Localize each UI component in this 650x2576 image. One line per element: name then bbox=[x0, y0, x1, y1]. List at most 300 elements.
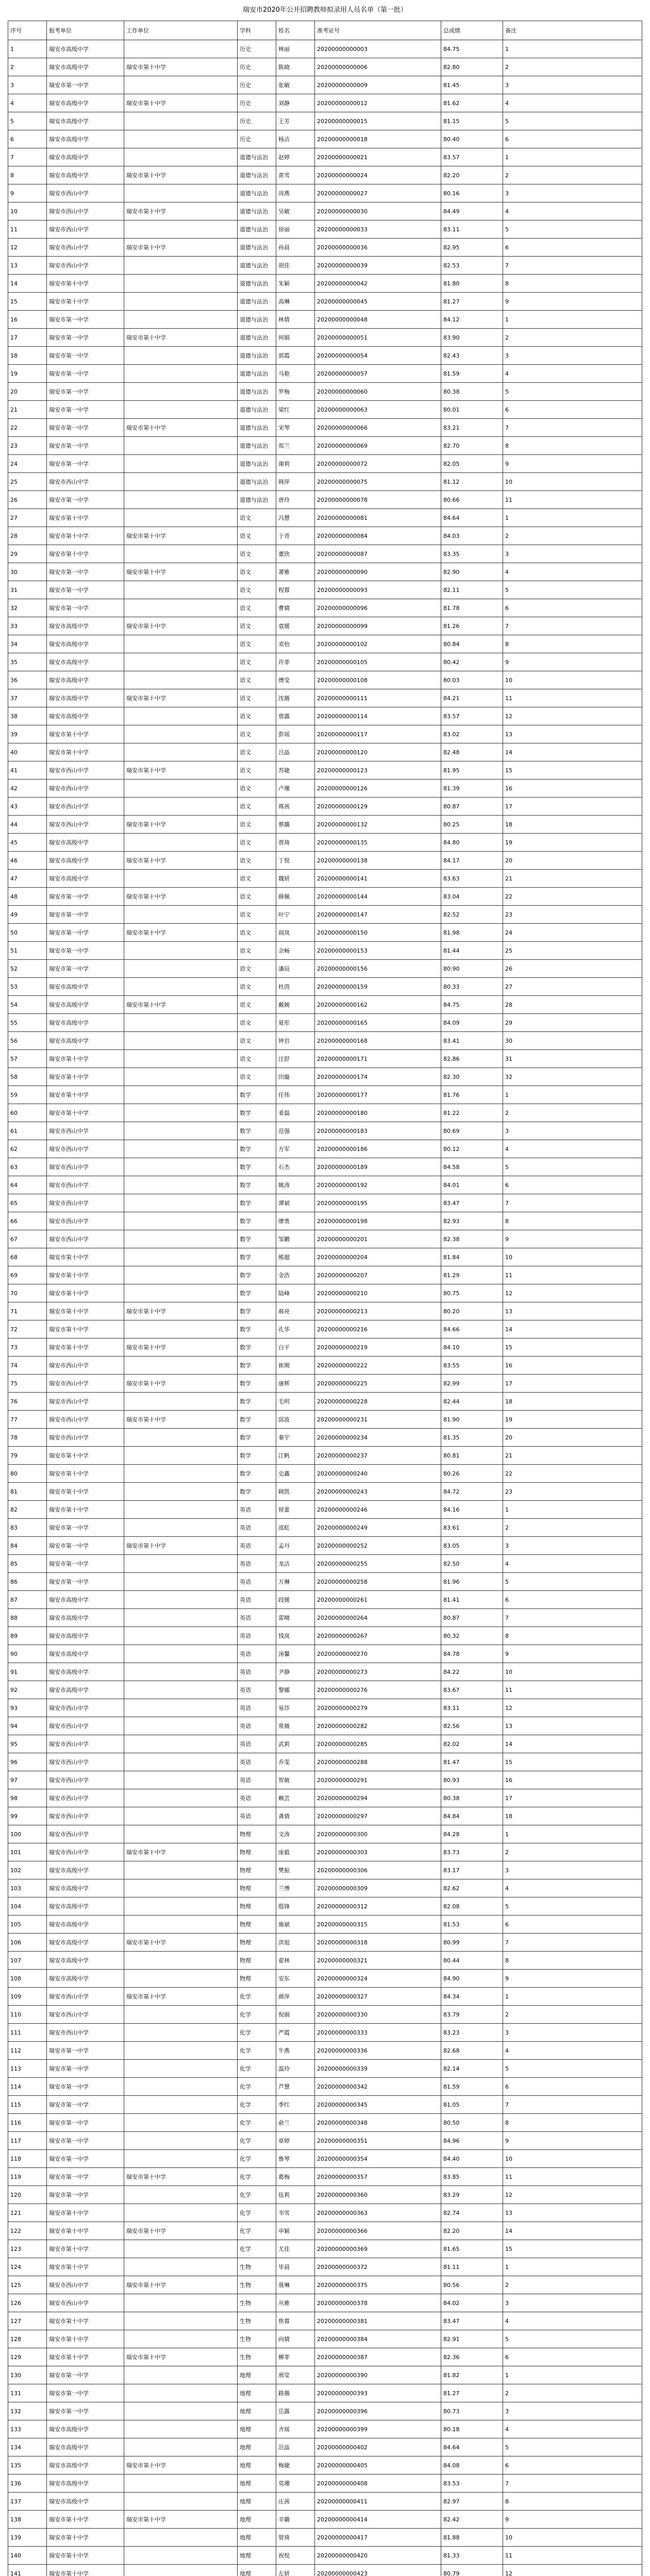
table-row bbox=[8, 1970, 642, 1988]
cell-applied-unit: 瑞安市第十中学 bbox=[47, 1447, 124, 1465]
cell-name: 夏彤 bbox=[276, 1014, 315, 1032]
cell-total-score: 84.78 bbox=[441, 1645, 503, 1663]
cell-name: 孙晨 bbox=[276, 239, 315, 257]
table-row bbox=[8, 1735, 642, 1753]
cell-name: 黎娜 bbox=[276, 1681, 315, 1699]
cell-exam-number: 20200000000369 bbox=[315, 2240, 441, 2258]
cell-applied-unit: 瑞安市第一中学 bbox=[47, 2132, 124, 2150]
cell-subject: 道德与法治 bbox=[238, 184, 276, 202]
cell-remark: 4 bbox=[503, 1555, 642, 1573]
header-name: 姓名 bbox=[276, 21, 315, 40]
cell-remark: 1 bbox=[503, 2366, 642, 2384]
cell-index: 43 bbox=[8, 798, 47, 816]
cell-applied-unit: 瑞安市西山中学 bbox=[47, 798, 124, 816]
cell-subject: 道德与法治 bbox=[238, 365, 276, 383]
cell-total-score: 84.96 bbox=[441, 2132, 503, 2150]
cell-index: 42 bbox=[8, 779, 47, 798]
cell-index: 55 bbox=[8, 1014, 47, 1032]
cell-index: 104 bbox=[8, 1897, 47, 1916]
cell-applied-unit: 瑞安市西山中学 bbox=[47, 1807, 124, 1825]
cell-name: 余畅 bbox=[276, 942, 315, 960]
cell-subject: 数学 bbox=[238, 1447, 276, 1465]
cell-total-score: 84.22 bbox=[441, 1663, 503, 1681]
cell-applied-unit: 瑞安市高级中学 bbox=[47, 1645, 124, 1663]
table-row bbox=[8, 293, 642, 311]
cell-exam-number: 20200000000108 bbox=[315, 671, 441, 689]
table-row bbox=[8, 1609, 642, 1627]
cell-applied-unit: 瑞安市第十中学 bbox=[47, 1266, 124, 1284]
cell-total-score: 82.20 bbox=[441, 2222, 503, 2240]
cell-index: 77 bbox=[8, 1411, 47, 1429]
cell-subject: 语文 bbox=[238, 798, 276, 816]
header-applied-unit: 报考单位 bbox=[47, 21, 124, 40]
cell-work-unit: 瑞安市第十中学 bbox=[124, 1411, 238, 1429]
cell-name: 董欣 bbox=[276, 545, 315, 563]
table-row bbox=[8, 1465, 642, 1483]
cell-subject: 地理 bbox=[238, 2438, 276, 2456]
cell-work-unit bbox=[124, 1320, 238, 1338]
cell-subject: 化学 bbox=[238, 2114, 276, 2132]
cell-name: 常薇 bbox=[276, 1717, 315, 1735]
cell-applied-unit: 瑞安市西山中学 bbox=[47, 1176, 124, 1194]
cell-index: 118 bbox=[8, 2150, 47, 2168]
cell-total-score: 84.17 bbox=[441, 852, 503, 870]
cell-remark: 3 bbox=[503, 76, 642, 94]
cell-remark: 7 bbox=[503, 1194, 642, 1212]
cell-exam-number: 20200000000396 bbox=[315, 2402, 441, 2420]
cell-index: 27 bbox=[8, 509, 47, 527]
cell-remark: 4 bbox=[503, 202, 642, 221]
cell-remark: 7 bbox=[503, 1609, 642, 1627]
cell-name: 谭斌 bbox=[276, 1194, 315, 1212]
cell-work-unit: 瑞安市第十中学 bbox=[124, 1375, 238, 1393]
cell-work-unit bbox=[124, 2438, 238, 2456]
cell-exam-number: 20200000000075 bbox=[315, 473, 441, 491]
cell-applied-unit: 瑞安市第十中学 bbox=[47, 545, 124, 563]
cell-remark: 8 bbox=[503, 1212, 642, 1230]
cell-index: 87 bbox=[8, 1591, 47, 1609]
cell-index: 52 bbox=[8, 960, 47, 978]
table-row bbox=[8, 1789, 642, 1807]
cell-exam-number: 20200000000366 bbox=[315, 2222, 441, 2240]
cell-index: 31 bbox=[8, 581, 47, 599]
cell-total-score: 80.81 bbox=[441, 1447, 503, 1465]
cell-index: 9 bbox=[8, 184, 47, 202]
cell-remark: 9 bbox=[503, 2511, 642, 2529]
cell-subject: 英语 bbox=[238, 1789, 276, 1807]
cell-total-score: 82.86 bbox=[441, 1050, 503, 1068]
cell-remark: 8 bbox=[503, 635, 642, 653]
cell-total-score: 83.29 bbox=[441, 2186, 503, 2204]
cell-total-score: 81.44 bbox=[441, 942, 503, 960]
cell-subject: 物理 bbox=[238, 1934, 276, 1952]
cell-subject: 道德与法治 bbox=[238, 347, 276, 365]
cell-work-unit: 瑞安市第十中学 bbox=[124, 2348, 238, 2366]
cell-subject: 语文 bbox=[238, 707, 276, 725]
cell-remark: 2 bbox=[503, 2384, 642, 2402]
cell-subject: 数学 bbox=[238, 1429, 276, 1447]
cell-work-unit bbox=[124, 455, 238, 473]
cell-work-unit bbox=[124, 1212, 238, 1230]
cell-remark: 8 bbox=[503, 2114, 642, 2132]
cell-work-unit: 瑞安市第十中学 bbox=[124, 2456, 238, 2475]
cell-name: 石杰 bbox=[276, 1158, 315, 1176]
cell-index: 84 bbox=[8, 1537, 47, 1555]
cell-remark: 1 bbox=[503, 1988, 642, 2006]
cell-exam-number: 20200000000387 bbox=[315, 2348, 441, 2366]
table-row bbox=[8, 2475, 642, 2493]
cell-index: 71 bbox=[8, 1302, 47, 1320]
cell-work-unit bbox=[124, 1879, 238, 1897]
cell-exam-number: 20200000000405 bbox=[315, 2456, 441, 2475]
cell-index: 94 bbox=[8, 1717, 47, 1735]
table-row bbox=[8, 1429, 642, 1447]
table-row bbox=[8, 130, 642, 148]
cell-work-unit bbox=[124, 2186, 238, 2204]
cell-applied-unit: 瑞安市第一中学 bbox=[47, 2366, 124, 2384]
cell-work-unit bbox=[124, 130, 238, 148]
cell-subject: 数学 bbox=[238, 1284, 276, 1302]
cell-exam-number: 20200000000165 bbox=[315, 1014, 441, 1032]
table-row bbox=[8, 2402, 642, 2420]
cell-total-score: 84.75 bbox=[441, 40, 503, 58]
cell-exam-number: 20200000000171 bbox=[315, 1050, 441, 1068]
cell-work-unit bbox=[124, 2402, 238, 2420]
cell-applied-unit: 瑞安市西山中学 bbox=[47, 779, 124, 798]
cell-exam-number: 20200000000195 bbox=[315, 1194, 441, 1212]
cell-subject: 数学 bbox=[238, 1411, 276, 1429]
cell-subject: 语文 bbox=[238, 509, 276, 527]
cell-index: 16 bbox=[8, 311, 47, 329]
cell-name: 焦蓉 bbox=[276, 2312, 315, 2330]
cell-subject: 道德与法治 bbox=[238, 311, 276, 329]
cell-index: 35 bbox=[8, 653, 47, 671]
cell-total-score: 81.12 bbox=[441, 473, 503, 491]
cell-applied-unit: 瑞安市高级中学 bbox=[47, 707, 124, 725]
table-row bbox=[8, 689, 642, 707]
cell-name: 文涛 bbox=[276, 1825, 315, 1843]
cell-total-score: 84.49 bbox=[441, 202, 503, 221]
cell-index: 72 bbox=[8, 1320, 47, 1338]
cell-applied-unit: 瑞安市高级中学 bbox=[47, 671, 124, 689]
cell-subject: 英语 bbox=[238, 1501, 276, 1519]
cell-work-unit bbox=[124, 1357, 238, 1375]
cell-index: 23 bbox=[8, 437, 47, 455]
cell-index: 5 bbox=[8, 112, 47, 130]
table-row bbox=[8, 2186, 642, 2204]
cell-name: 齐瑶 bbox=[276, 2420, 315, 2438]
cell-name: 任伟 bbox=[276, 1086, 315, 1104]
cell-index: 61 bbox=[8, 1122, 47, 1140]
cell-work-unit: 瑞安市第十中学 bbox=[124, 94, 238, 112]
cell-subject: 英语 bbox=[238, 1645, 276, 1663]
cell-total-score: 83.47 bbox=[441, 2312, 503, 2330]
cell-applied-unit: 瑞安市西山中学 bbox=[47, 2006, 124, 2024]
cell-total-score: 81.11 bbox=[441, 2258, 503, 2276]
cell-applied-unit: 瑞安市第一中学 bbox=[47, 2402, 124, 2420]
cell-subject: 化学 bbox=[238, 2132, 276, 2150]
cell-index: 133 bbox=[8, 2420, 47, 2438]
cell-work-unit bbox=[124, 1086, 238, 1104]
table-row bbox=[8, 419, 642, 437]
cell-name: 季红 bbox=[276, 2096, 315, 2114]
cell-work-unit: 瑞安市第十中学 bbox=[124, 563, 238, 581]
cell-remark: 5 bbox=[503, 581, 642, 599]
cell-applied-unit: 瑞安市西山中学 bbox=[47, 1230, 124, 1248]
cell-name: 汤馨 bbox=[276, 1645, 315, 1663]
cell-applied-unit: 瑞安市第一中学 bbox=[47, 599, 124, 617]
cell-subject: 英语 bbox=[238, 1573, 276, 1591]
cell-index: 108 bbox=[8, 1970, 47, 1988]
cell-applied-unit: 瑞安市第十中学 bbox=[47, 275, 124, 293]
cell-index: 1 bbox=[8, 40, 47, 58]
cell-applied-unit: 瑞安市高级中学 bbox=[47, 1032, 124, 1050]
cell-work-unit bbox=[124, 599, 238, 617]
cell-exam-number: 20200000000057 bbox=[315, 365, 441, 383]
cell-exam-number: 20200000000318 bbox=[315, 1934, 441, 1952]
cell-index: 138 bbox=[8, 2511, 47, 2529]
cell-name: 沿晶 bbox=[276, 2438, 315, 2456]
table-row bbox=[8, 184, 642, 202]
cell-exam-number: 20200000000360 bbox=[315, 2186, 441, 2204]
cell-total-score: 80.99 bbox=[441, 1934, 503, 1952]
cell-name: 熊超 bbox=[276, 1248, 315, 1266]
cell-index: 103 bbox=[8, 1879, 47, 1897]
cell-total-score: 82.93 bbox=[441, 1212, 503, 1230]
table-row bbox=[8, 257, 642, 275]
cell-name: 白平 bbox=[276, 1338, 315, 1357]
cell-applied-unit: 瑞安市第十中学 bbox=[47, 1284, 124, 1302]
cell-applied-unit: 瑞安市高级中学 bbox=[47, 1861, 124, 1879]
cell-remark: 12 bbox=[503, 707, 642, 725]
cell-subject: 化学 bbox=[238, 2240, 276, 2258]
table-row bbox=[8, 2168, 642, 2186]
cell-name: 田璇 bbox=[276, 1068, 315, 1086]
cell-remark: 3 bbox=[503, 545, 642, 563]
cell-remark: 6 bbox=[503, 1916, 642, 1934]
cell-total-score: 81.53 bbox=[441, 1916, 503, 1934]
cell-remark: 16 bbox=[503, 1771, 642, 1789]
cell-work-unit bbox=[124, 725, 238, 743]
cell-remark: 13 bbox=[503, 2204, 642, 2222]
cell-subject: 语文 bbox=[238, 725, 276, 743]
cell-total-score: 82.68 bbox=[441, 2042, 503, 2060]
cell-work-unit: 瑞安市第十中学 bbox=[124, 1338, 238, 1357]
cell-exam-number: 20200000000243 bbox=[315, 1483, 441, 1501]
cell-subject: 历史 bbox=[238, 130, 276, 148]
cell-exam-number: 20200000000090 bbox=[315, 563, 441, 581]
cell-applied-unit: 瑞安市第十中学 bbox=[47, 1338, 124, 1357]
cell-subject: 语文 bbox=[238, 924, 276, 942]
cell-index: 86 bbox=[8, 1573, 47, 1591]
cell-total-score: 80.40 bbox=[441, 130, 503, 148]
table-row bbox=[8, 906, 642, 924]
cell-work-unit bbox=[124, 1068, 238, 1086]
cell-work-unit bbox=[124, 2096, 238, 2114]
cell-work-unit bbox=[124, 347, 238, 365]
cell-applied-unit: 瑞安市第十中学 bbox=[47, 2330, 124, 2348]
cell-subject: 数学 bbox=[238, 1212, 276, 1230]
cell-applied-unit: 瑞安市高级中学 bbox=[47, 870, 124, 888]
cell-work-unit bbox=[124, 1158, 238, 1176]
cell-index: 40 bbox=[8, 743, 47, 761]
table-row bbox=[8, 870, 642, 888]
cell-index: 124 bbox=[8, 2258, 47, 2276]
cell-applied-unit: 瑞安市西山中学 bbox=[47, 1357, 124, 1375]
cell-name: 赵婷 bbox=[276, 148, 315, 166]
cell-remark: 9 bbox=[503, 1645, 642, 1663]
cell-total-score: 81.59 bbox=[441, 365, 503, 383]
cell-index: 76 bbox=[8, 1393, 47, 1411]
cell-index: 132 bbox=[8, 2402, 47, 2420]
cell-remark: 10 bbox=[503, 2529, 642, 2547]
cell-work-unit bbox=[124, 221, 238, 239]
cell-name: 乔雯 bbox=[276, 1753, 315, 1771]
table-row bbox=[8, 2294, 642, 2312]
cell-name: 于青 bbox=[276, 527, 315, 545]
cell-applied-unit: 瑞安市第一中学 bbox=[47, 2186, 124, 2204]
cell-name: 邵虹 bbox=[276, 1519, 315, 1537]
cell-work-unit bbox=[124, 1970, 238, 1988]
cell-name: 史鑫 bbox=[276, 1465, 315, 1483]
cell-applied-unit: 瑞安市第一中学 bbox=[47, 347, 124, 365]
cell-remark: 3 bbox=[503, 1537, 642, 1555]
cell-applied-unit: 瑞安市高级中学 bbox=[47, 617, 124, 635]
cell-total-score: 81.39 bbox=[441, 779, 503, 798]
cell-remark: 5 bbox=[503, 2330, 642, 2348]
cell-remark: 4 bbox=[503, 1140, 642, 1158]
table-row bbox=[8, 202, 642, 221]
cell-name: 段媛 bbox=[276, 1591, 315, 1609]
cell-subject: 物理 bbox=[238, 1861, 276, 1879]
cell-subject: 数学 bbox=[238, 1230, 276, 1248]
cell-total-score: 82.14 bbox=[441, 2060, 503, 2078]
cell-name: 薛佩 bbox=[276, 888, 315, 906]
cell-work-unit bbox=[124, 834, 238, 852]
cell-total-score: 82.43 bbox=[441, 347, 503, 365]
cell-subject: 化学 bbox=[238, 2078, 276, 2096]
cell-subject: 英语 bbox=[238, 1663, 276, 1681]
cell-applied-unit: 瑞安市西山中学 bbox=[47, 816, 124, 834]
cell-applied-unit: 瑞安市高级中学 bbox=[47, 1970, 124, 1988]
cell-remark: 2 bbox=[503, 58, 642, 76]
cell-remark: 9 bbox=[503, 1970, 642, 1988]
cell-index: 116 bbox=[8, 2114, 47, 2132]
cell-applied-unit: 瑞安市第一中学 bbox=[47, 1573, 124, 1591]
table-row bbox=[8, 311, 642, 329]
cell-work-unit: 瑞安市第十中学 bbox=[124, 924, 238, 942]
cell-name: 金浩 bbox=[276, 1266, 315, 1284]
cell-index: 130 bbox=[8, 2366, 47, 2384]
cell-index: 125 bbox=[8, 2276, 47, 2294]
cell-total-score: 80.90 bbox=[441, 960, 503, 978]
cell-name: 张敏 bbox=[276, 76, 315, 94]
cell-work-unit bbox=[124, 184, 238, 202]
cell-name: 郝亮 bbox=[276, 1302, 315, 1320]
cell-work-unit: 瑞安市第十中学 bbox=[124, 2222, 238, 2240]
cell-work-unit bbox=[124, 2060, 238, 2078]
table-row bbox=[8, 834, 642, 852]
cell-name: 伍莉 bbox=[276, 2186, 315, 2204]
cell-applied-unit: 瑞安市高级中学 bbox=[47, 2493, 124, 2511]
cell-applied-unit: 瑞安市高级中学 bbox=[47, 2475, 124, 2493]
cell-work-unit bbox=[124, 148, 238, 166]
cell-name: 左妍 bbox=[276, 2565, 315, 2576]
cell-work-unit bbox=[124, 2565, 238, 2576]
cell-exam-number: 20200000000126 bbox=[315, 779, 441, 798]
cell-applied-unit: 瑞安市第一中学 bbox=[47, 2060, 124, 2078]
cell-index: 141 bbox=[8, 2565, 47, 2576]
cell-exam-number: 20200000000024 bbox=[315, 166, 441, 184]
cell-total-score: 83.53 bbox=[441, 2475, 503, 2493]
table-row bbox=[8, 761, 642, 779]
table-row bbox=[8, 491, 642, 509]
cell-exam-number: 20200000000105 bbox=[315, 653, 441, 671]
cell-remark: 7 bbox=[503, 257, 642, 275]
cell-applied-unit: 瑞安市第十中学 bbox=[47, 509, 124, 527]
cell-remark: 16 bbox=[503, 1357, 642, 1375]
cell-remark: 14 bbox=[503, 1735, 642, 1753]
cell-subject: 语文 bbox=[238, 1050, 276, 1068]
cell-applied-unit: 瑞安市高级中学 bbox=[47, 58, 124, 76]
cell-exam-number: 20200000000246 bbox=[315, 1501, 441, 1519]
table-row bbox=[8, 725, 642, 743]
table-row bbox=[8, 455, 642, 473]
table-row bbox=[8, 924, 642, 942]
cell-applied-unit: 瑞安市第一中学 bbox=[47, 365, 124, 383]
cell-index: 39 bbox=[8, 725, 47, 743]
cell-remark: 10 bbox=[503, 671, 642, 689]
cell-exam-number: 20200000000417 bbox=[315, 2529, 441, 2547]
table-row bbox=[8, 1158, 642, 1176]
cell-applied-unit: 瑞安市第十中学 bbox=[47, 2511, 124, 2529]
cell-subject: 数学 bbox=[238, 1104, 276, 1122]
table-row bbox=[8, 76, 642, 94]
cell-subject: 道德与法治 bbox=[238, 202, 276, 221]
cell-total-score: 80.44 bbox=[441, 1952, 503, 1970]
cell-total-score: 80.93 bbox=[441, 1771, 503, 1789]
cell-remark: 20 bbox=[503, 852, 642, 870]
cell-name: 向婧 bbox=[276, 2330, 315, 2348]
table-row bbox=[8, 1807, 642, 1825]
cell-work-unit bbox=[124, 2006, 238, 2024]
cell-exam-number: 20200000000189 bbox=[315, 1158, 441, 1176]
cell-work-unit bbox=[124, 1627, 238, 1645]
cell-applied-unit: 瑞安市第一中学 bbox=[47, 924, 124, 942]
table-row bbox=[8, 671, 642, 689]
table-row bbox=[8, 1104, 642, 1122]
cell-exam-number: 20200000000156 bbox=[315, 960, 441, 978]
cell-name: 岳露 bbox=[276, 2402, 315, 2420]
cell-applied-unit: 瑞安市高级中学 bbox=[47, 1681, 124, 1699]
cell-subject: 英语 bbox=[238, 1735, 276, 1753]
cell-remark: 1 bbox=[503, 40, 642, 58]
cell-total-score: 81.84 bbox=[441, 1248, 503, 1266]
cell-applied-unit: 瑞安市第一中学 bbox=[47, 383, 124, 401]
cell-remark: 4 bbox=[503, 94, 642, 112]
cell-name: 丁悦 bbox=[276, 852, 315, 870]
cell-work-unit bbox=[124, 2294, 238, 2312]
cell-index: 66 bbox=[8, 1212, 47, 1230]
cell-applied-unit: 瑞安市第一中学 bbox=[47, 437, 124, 455]
cell-exam-number: 20200000000378 bbox=[315, 2294, 441, 2312]
cell-index: 98 bbox=[8, 1789, 47, 1807]
cell-subject: 语文 bbox=[238, 1032, 276, 1050]
table-row bbox=[8, 2150, 642, 2168]
cell-work-unit bbox=[124, 1735, 238, 1753]
cell-exam-number: 20200000000045 bbox=[315, 293, 441, 311]
table-row bbox=[8, 599, 642, 617]
